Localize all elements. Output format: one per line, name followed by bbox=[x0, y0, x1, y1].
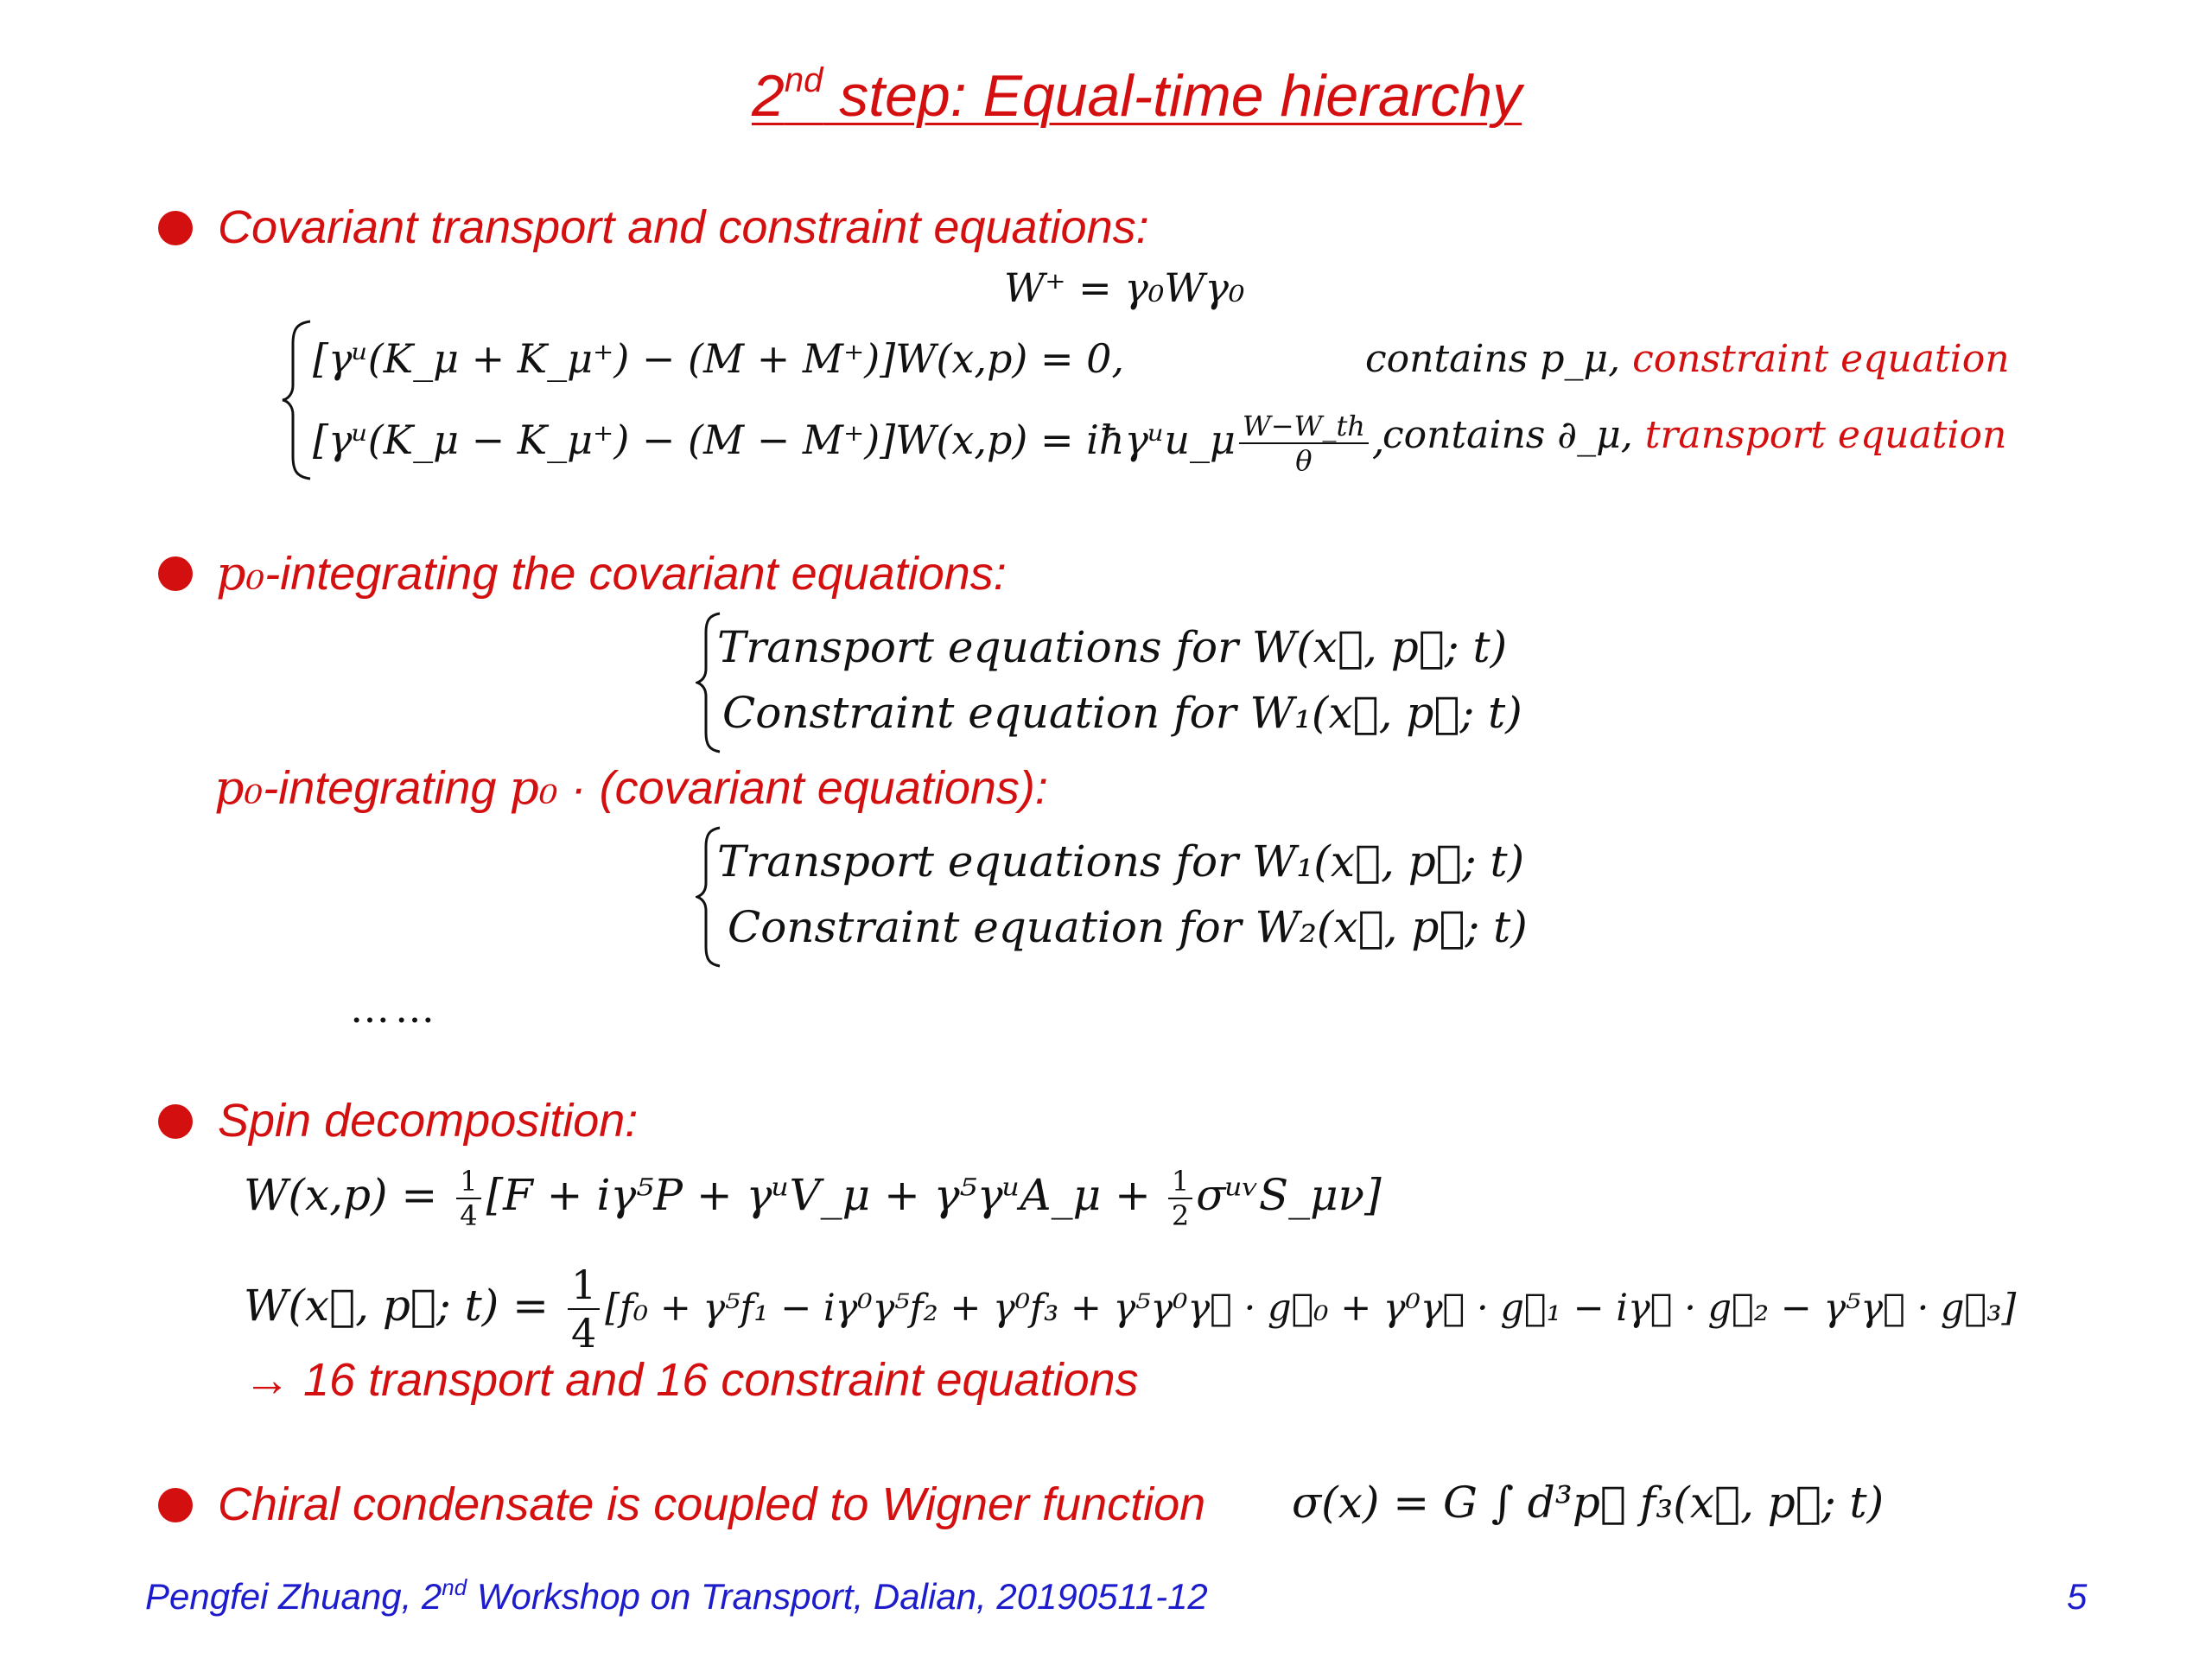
slide-title bbox=[752, 62, 1522, 130]
bullet-dot-3 bbox=[158, 1104, 193, 1139]
bullet-dot-4 bbox=[158, 1488, 193, 1522]
spin1-frac-den: 4 bbox=[460, 1199, 478, 1232]
bullet-covariant-equations: Covariant transport and constraint equations: bbox=[218, 201, 1149, 253]
bullet-dot-1 bbox=[158, 211, 193, 245]
equation-spin-equal-time bbox=[244, 1262, 2016, 1357]
sub-p0-text-2: · (covariant equations): bbox=[557, 762, 1048, 814]
spin2-body: [f₀ + γ⁵f₁ − iγ⁰γ⁵f₂ + γ⁰f₃ + γ⁵γ⁰γ⃗ · g⃗₀ + γ⁰γ⃗ · g⃗₁ − iγ⃗ · g⃗₂ − γ⁵γ⃗ · g⃗₃] bbox=[605, 1287, 2017, 1330]
spin2-left: W(x⃗, p⃗; t) = bbox=[244, 1281, 550, 1331]
spin1-body: [F + iγ⁵P + γᵘV_μ + γ⁵γᵘA_μ + bbox=[486, 1170, 1151, 1220]
spin1-frac2-num: 1 bbox=[1168, 1165, 1192, 1199]
bullet-chiral-condensate: Chiral condensate is coupled to Wigner function bbox=[218, 1478, 1206, 1530]
note-constraint-equation: constraint equation bbox=[1632, 337, 2010, 381]
spin1-fraction bbox=[456, 1165, 480, 1232]
title-sup: nd bbox=[784, 61, 823, 99]
spin1-frac2-den: 2 bbox=[1171, 1199, 1190, 1232]
equation-sigma: σ(x) = G ∫ d³p⃗ f₃(x⃗, p⃗; t) bbox=[1292, 1478, 1885, 1528]
footer-author-prefix: Pengfei Zhuang, 2 bbox=[145, 1576, 442, 1617]
left-brace-covariant bbox=[281, 318, 315, 482]
set2-constraint: Constraint equation for W₂(x⃗, p⃗; t) bbox=[728, 902, 1528, 952]
set2-transport: Transport equations for W₁(x⃗, p⃗; t) bbox=[717, 836, 1525, 887]
transport-frac-den: θ bbox=[1295, 444, 1313, 477]
equation-transport-left: [γᵘ(K_μ − K_μ⁺) − (M − M⁺)]W(x,p) = iħγᵘu_μ bbox=[313, 416, 1236, 463]
spin2-fraction bbox=[568, 1262, 600, 1357]
note-contains-p-text: contains p_μ, bbox=[1365, 337, 1621, 381]
transport-comma: , bbox=[1371, 416, 1385, 463]
note-contains-d-text: contains ∂_μ, bbox=[1382, 413, 1633, 457]
spin2-frac-num: 1 bbox=[568, 1262, 600, 1310]
spin1-frac-num: 1 bbox=[456, 1165, 480, 1199]
footer-author-sup: nd bbox=[442, 1574, 467, 1600]
set1-constraint: Constraint equation for W₁(x⃗, p⃗; t) bbox=[722, 688, 1522, 738]
set1-transport: Transport equations for W(x⃗, p⃗; t) bbox=[717, 622, 1508, 672]
note-contains-d bbox=[1382, 413, 2006, 457]
result-16-equations: → 16 transport and 16 constraint equations bbox=[244, 1354, 1139, 1406]
equation-constraint: [γᵘ(K_μ + K_μ⁺) − (M + M⁺)]W(x,p) = 0, bbox=[313, 335, 1125, 382]
footer-author bbox=[145, 1576, 1208, 1618]
bullet-p0-math: p₀ bbox=[216, 546, 265, 601]
title-prefix: 2 bbox=[752, 63, 785, 129]
sub-bullet-p0-times bbox=[214, 760, 1048, 815]
spin1-left: W(x,p) = bbox=[244, 1170, 438, 1220]
note-transport-equation: transport equation bbox=[1644, 413, 2007, 457]
sub-p0-text-1: -integrating bbox=[263, 762, 510, 814]
spin2-frac-den: 4 bbox=[570, 1310, 597, 1357]
transport-fraction bbox=[1239, 410, 1369, 477]
equation-wplus: W⁺ = γ₀Wγ₀ bbox=[1004, 264, 1245, 311]
transport-frac-num: W−W_th bbox=[1239, 410, 1369, 444]
note-contains-p bbox=[1365, 337, 2010, 381]
footer-author-rest: Workshop on Transport, Dalian, 20190511-12 bbox=[467, 1576, 1208, 1617]
spin1-fraction-half bbox=[1168, 1165, 1192, 1232]
equation-transport bbox=[313, 410, 1385, 477]
bullet-p0-text: -integrating the covariant equations: bbox=[264, 548, 1007, 600]
bullet-spin-decomposition: Spin decomposition: bbox=[218, 1095, 639, 1147]
ellipsis: …… bbox=[350, 985, 440, 1032]
title-rest: step: Equal-time hierarchy bbox=[823, 63, 1522, 129]
bullet-p0-integrating bbox=[216, 546, 1007, 601]
sub-p0-math-1: p₀ bbox=[214, 760, 264, 815]
sub-p0-math-2: p₀ bbox=[509, 760, 558, 815]
bullet-dot-2 bbox=[158, 556, 193, 591]
spin1-end: σᵘᵛS_μν] bbox=[1196, 1170, 1382, 1220]
equation-spin-covariant bbox=[244, 1165, 1382, 1232]
page-number: 5 bbox=[2067, 1576, 2088, 1617]
